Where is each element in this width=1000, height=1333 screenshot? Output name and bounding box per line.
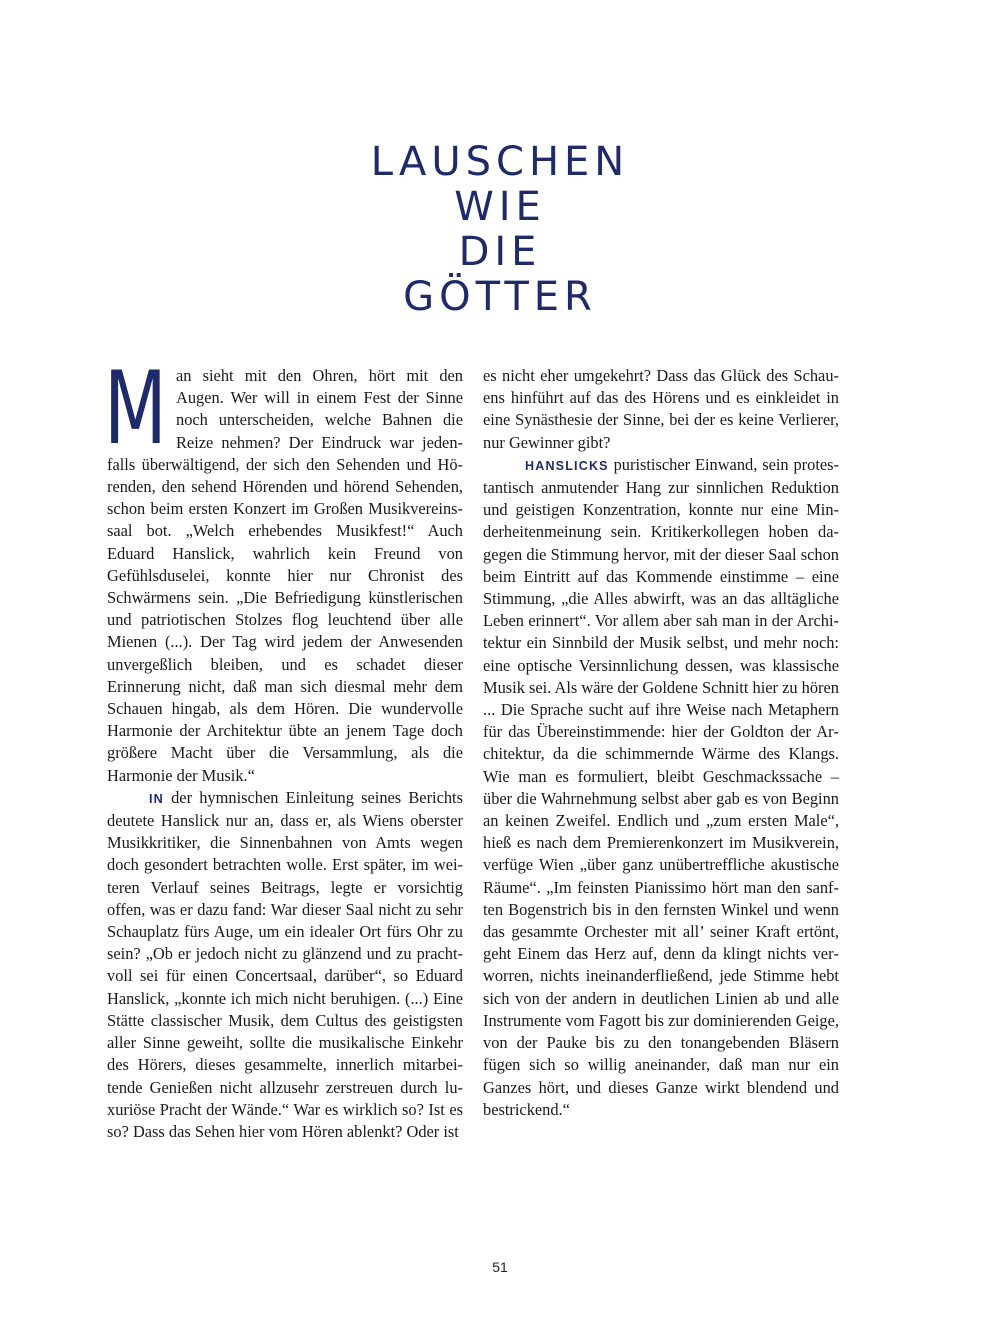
title-line-2: WIE <box>454 184 546 230</box>
paragraph-2 <box>107 787 463 1143</box>
paragraph-2-text: der hymnischen Einleitung seines Berichts deutete Hanslick nur an, dass er, als Wiens oberster Musikkritiker, die Sinnenbahnen von Amts wegen doch gesondert betrachten wolle. Erst später, im weiteren Verlauf seines Beitrags, legte er vorsichtig offen, was er dazu fand: War dieser Saal nicht zu sehr Schauplatz fürs Auge, um ein idealer Ort fürs Ohr zu sein? „Ob er jedoch nicht zu glänzend und zu prachtvoll sei für einen Concertsaal, darüber“, so Eduard Hanslick, „konnte ich mich nicht beruhigen. (...) Eine Stätte classischer Musik, dem Cultus des geistigsten aller Sinne geweiht, sollte die musikalische Einkehr des Hörers, dieses gesammelte, innerlich mitarbeitende Genießen nicht allzusehr zerstreuen durch luxuriöse Pracht der Wände.“ War es wirklich so? Ist es so? Dass das Sehen hier vom Hören ablenkt? Oder ist <box>107 787 463 1141</box>
left-column <box>104 349 463 1143</box>
title-line-1: LAUSCHEN <box>370 139 630 185</box>
paragraph-4-text: puristischer Einwand, sein protestantisch anmutender Hang zur sinnlichen Reduktion und geistigen Konzentration, konnte nur eine Minderheitenmeinung sein. Kritikerkollegen hoben dagegen die Stimmung hervor, mit der dieser Saal schon beim Eintritt auf das Kommende einstimme – eine Stimmung, „die Alles abwirft, was an das alltägliche Leben erinnert“. Vor allem aber sah man in der Architektur ein Sinnbild der Musik selbst, und mehr noch: eine optische Versinnlichung dessen, was klassische Musik sei. Als wäre der Goldene Schnitt hier zu hören ... Die Sprache sucht auf ihre Weise nach Metaphern für das Übereinstimmende: hier der Goldton der Architektur, da die schimmernde Wärme des Klangs. Wie man es formuliert, bleibt Geschmackssache – über die Wahrnehmung selbst aber gab es von Beginn an keinen Zweifel. Endlich und „zum ersten Male“, hieß es nach dem Premierenkonzert im Musikverein, verfüge Wien „über ganz unübertreffliche akustische Räume“. „Im feinsten Pianissimo hört man den sanften Bogenstrich bis in den fernsten Winkel und wenn das gesammte Orchester mit all’ seiner Kraft ertönt, geht Einem das Herz auf, denn da klingt nichts verworren, nichts ineinanderfließend, jede Stimme hebt sich von der andern in deutlichen Linien ab und alle Instrumente vom Fagott bis zur dominierenden Geige, von der Pauke bis zu den tonangebenden Bläsern fügen sich so willig aneinander, daß man nur ein Ganzes hört, und dieses Ganze wirkt blendend und bestrickend.“ <box>483 454 839 1119</box>
paragraph-1 <box>104 349 463 787</box>
page-number: 51 <box>492 1259 508 1275</box>
page-title <box>0 140 1000 320</box>
title-line-4: GÖTTER <box>403 274 597 320</box>
paragraph-4 <box>483 454 839 1121</box>
drop-cap: M <box>104 349 166 467</box>
paragraph-4-lead: HANSLICKS <box>525 458 609 473</box>
paragraph-2-lead: IN <box>149 791 164 806</box>
right-column <box>483 365 839 1121</box>
paragraph-3: es nicht eher umgekehrt? Dass das Glück des Schauens hinführt auf das des Hörens und es einkleidet in eine Synästhesie der Sinne, bei der es keine Verlierer, nur Gewinner gibt? <box>483 366 839 452</box>
paragraph-1-text: an sieht mit den Ohren, hört mit den Augen. Wer will in einem Fest der Sinne noch unterscheiden, welche Bahnen die Reize nehmen? Der Eindruck war jedenfalls überwältigend, der sich den Sehenden und Hörenden, den sehend Hörenden und hörend Sehenden, schon beim ersten Konzert im Großen Musikvereinssaal bot. „Welch erhebendes Musikfest!“ Auch Eduard Hanslick, wahrlich kein Freund von Gefühlsduselei, konnte hier nur Chronist des Schwärmens sein. „Die Befriedigung künstlerischen und patriotischen Stolzes flog leuchtend über alle Mienen (...). Der Tag wird jedem der Anwesenden unvergeßlich bleiben, und es schadet dieser Erinnerung nicht, daß man sich diesmal mehr dem Schauen hingab, als dem Hören. Die wundervolle Harmonie der Architektur übte an jenem Tage doch größere Macht über die Versammlung, als die Harmonie der Musik.“ <box>107 366 463 785</box>
title-line-3: DIE <box>458 229 542 275</box>
